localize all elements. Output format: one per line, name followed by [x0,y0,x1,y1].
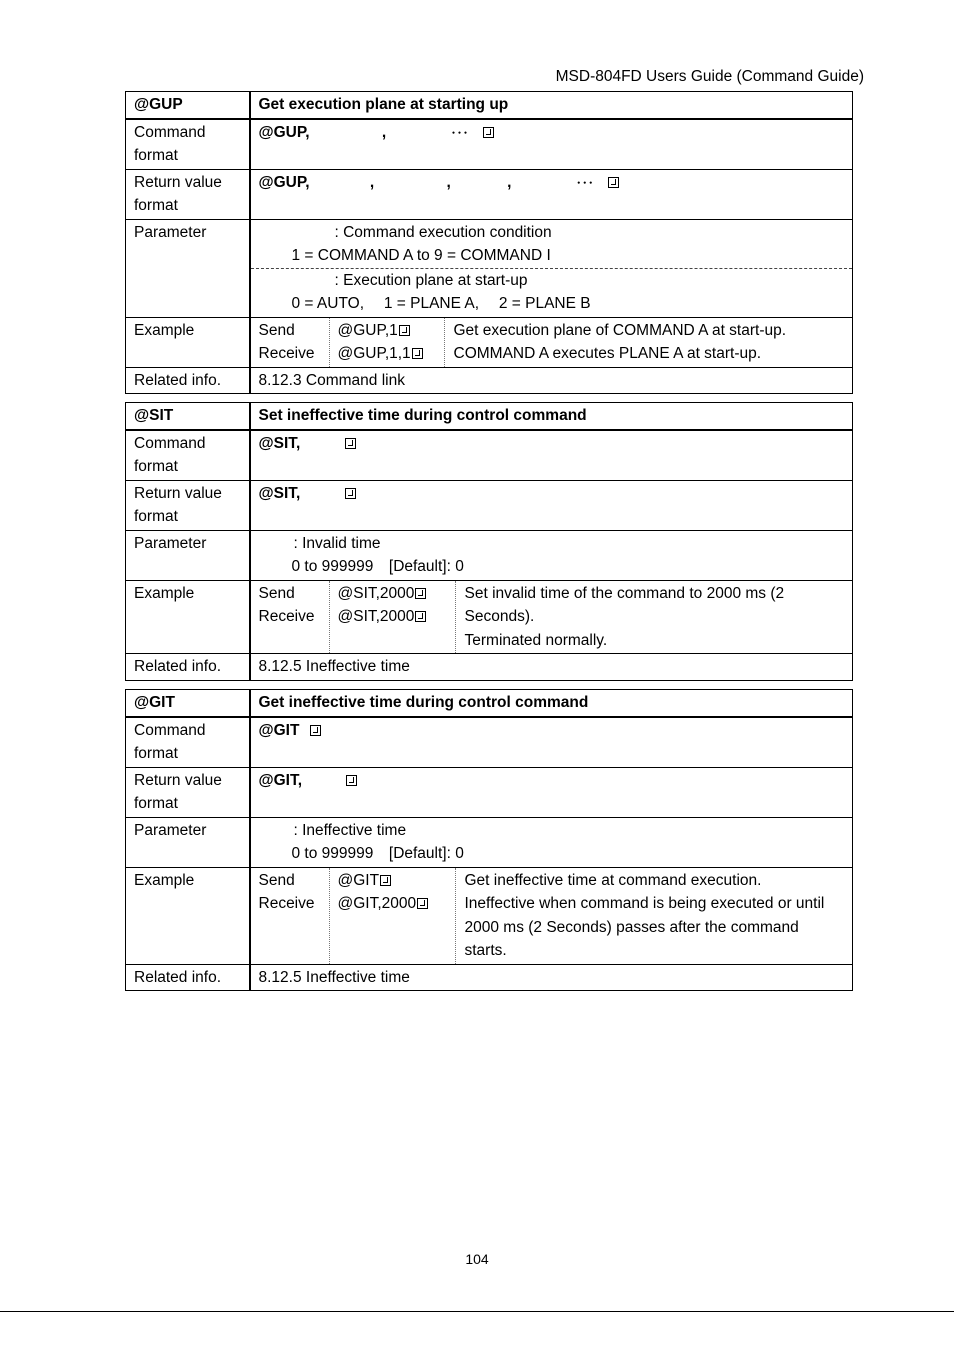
label-line-1: Return value [134,484,222,502]
example-description-col [456,868,853,964]
sit-related-row [126,654,853,681]
format-comma: , [446,173,451,191]
receive-command: @GIT,2000 [338,892,449,916]
footer-divider [0,1311,954,1312]
receive-label: Receive [258,345,315,362]
receive-label: Receive [258,895,315,912]
format-prefix: @GUP, [258,173,310,191]
return-key-icon [608,177,619,188]
sit-parameter-cell [250,530,853,580]
param-2-desc: : Execution plane at start-up [334,271,528,289]
example-command-col [330,868,456,964]
description-line: Terminated normally. [464,631,608,649]
gup-return-format [250,169,853,219]
label-line-1: Return value [134,771,222,789]
sit-command-format [250,430,853,481]
gup-return-format-row [126,169,853,219]
param-2-range: 0 = AUTO, 1 = PLANE A, 2 = PLANE B [291,295,591,312]
send-description: Get execution plane of COMMAND A at start-up. [453,321,787,339]
format-prefix: @GIT, [258,771,303,789]
example-command-col [330,581,456,654]
gup-command-format-row [126,119,853,170]
param-divider [251,268,853,316]
git-related-label: Related info. [126,964,250,991]
receive-description: COMMAND A executes PLANE A at start-up. [453,345,762,362]
gup-command-format-label [126,119,250,170]
sit-related-label: Related info. [126,654,250,681]
description-line: Ineffective when command is being executed or until [464,895,825,912]
gup-parameter-cell [250,219,853,317]
send-command: @GIT [338,869,449,893]
return-key-icon [412,348,423,359]
gup-command-format [250,119,853,170]
example-description-col [445,318,853,367]
return-key-icon [346,775,357,786]
gup-command-name: @GUP [126,92,250,119]
sit-example-cell [250,580,853,654]
sit-related-info: 8.12.5 Ineffective time [250,654,853,681]
git-parameter-label: Parameter [126,817,250,867]
label-line-1: Command [134,434,206,452]
description-line: 2000 ms (2 Seconds) passes after the command [464,918,799,936]
send-command: @SIT,2000 [338,582,449,606]
param-1-desc: : Ineffective time [293,821,407,839]
return-key-icon [415,588,426,599]
gup-parameter-label: Parameter [126,219,250,317]
running-header: MSD-804FD Users Guide (Command Guide) [555,68,864,85]
param-1-range: 0 to 999999 [Default]: 0 [291,845,464,862]
format-dots: ･･･ [450,125,469,140]
gup-command-title: Get execution plane at starting up [250,92,853,119]
label-line-2: format [134,795,178,812]
format-comma: , [381,123,387,141]
return-key-icon [399,325,410,336]
receive-command: @GUP,1,1 [338,342,438,366]
git-related-row [126,964,853,991]
sit-command-table [125,402,853,681]
sit-example-label: Example [126,580,250,654]
example-direction-col [251,868,330,964]
send-command: @GUP,1 [338,319,438,343]
git-command-table [125,689,853,991]
description-line: Set invalid time of the command to 2000 ms (2 [464,584,785,602]
label-line-1: Command [134,721,206,739]
send-label: Send [258,871,295,889]
git-command-format-label [126,717,250,768]
receive-label: Receive [258,608,315,625]
page-number: 104 [465,1251,489,1267]
git-example-cell [250,867,853,964]
return-key-icon [483,127,494,138]
receive-command: @SIT,2000 [338,605,449,629]
git-command-format-row [126,717,853,768]
git-return-format-row [126,767,853,817]
return-key-icon [380,875,391,886]
label-line-1: Command [134,123,206,141]
param-1-range: 1 = COMMAND A to 9 = COMMAND I [291,247,551,264]
return-key-icon [345,438,356,449]
sit-example-row [126,580,853,654]
label-line-2: format [134,508,178,525]
gup-related-label: Related info. [126,367,250,394]
git-related-info: 8.12.5 Ineffective time [250,964,853,991]
description-line: Seconds). [464,608,535,625]
sit-return-format-row [126,480,853,530]
sit-parameter-row [126,530,853,580]
sit-command-format-row [126,430,853,481]
git-command-title: Get ineffective time during control command [250,690,853,717]
gup-return-format-label [126,169,250,219]
sit-command-title: Set ineffective time during control command [250,403,853,430]
gup-parameter-row [126,219,853,317]
example-command-col [330,318,445,367]
param-1-desc: : Invalid time [293,534,381,552]
send-label: Send [258,321,295,339]
label-line-2: format [134,458,178,475]
git-header-row [126,690,853,717]
format-comma: , [369,173,375,191]
gup-example-row [126,317,853,367]
gup-example-cell [250,317,853,367]
format-prefix: @SIT, [258,434,301,452]
label-line-2: format [134,197,178,214]
example-description-col [456,581,853,654]
return-key-icon [310,725,321,736]
gup-example-label: Example [126,317,250,367]
description-line: Get ineffective time at command execution. [464,871,762,889]
format-dots: ･･･ [575,175,594,190]
description-line: starts. [464,942,507,959]
label-line-1: Return value [134,173,222,191]
sit-parameter-label: Parameter [126,530,250,580]
return-key-icon [417,898,428,909]
param-1-desc: : Command execution condition [334,223,552,241]
gup-command-table [125,91,853,394]
sit-header-row [126,403,853,430]
git-command-name: @GIT [126,690,250,717]
sit-command-format-label [126,430,250,481]
git-return-format-label [126,767,250,817]
param-1-range: 0 to 999999 [Default]: 0 [291,558,464,575]
format-prefix: @GUP, [258,123,310,141]
example-direction-col [251,581,330,654]
return-key-icon [415,611,426,622]
gup-header-row [126,92,853,119]
format-comma: , [507,173,512,191]
label-line-2: format [134,745,178,762]
gup-related-row [126,367,853,394]
format-prefix: @SIT, [258,484,301,502]
example-direction-col [251,318,330,367]
format-prefix: @GIT [258,721,300,739]
sit-command-name: @SIT [126,403,250,430]
label-line-2: format [134,147,178,164]
sit-return-format-label [126,480,250,530]
git-parameter-cell [250,817,853,867]
git-example-row [126,867,853,964]
git-example-label: Example [126,867,250,964]
git-return-format [250,767,853,817]
git-parameter-row [126,817,853,867]
gup-related-info: 8.12.3 Command link [250,367,853,394]
send-label: Send [258,584,295,602]
git-command-format [250,717,853,768]
sit-return-format [250,480,853,530]
return-key-icon [345,488,356,499]
